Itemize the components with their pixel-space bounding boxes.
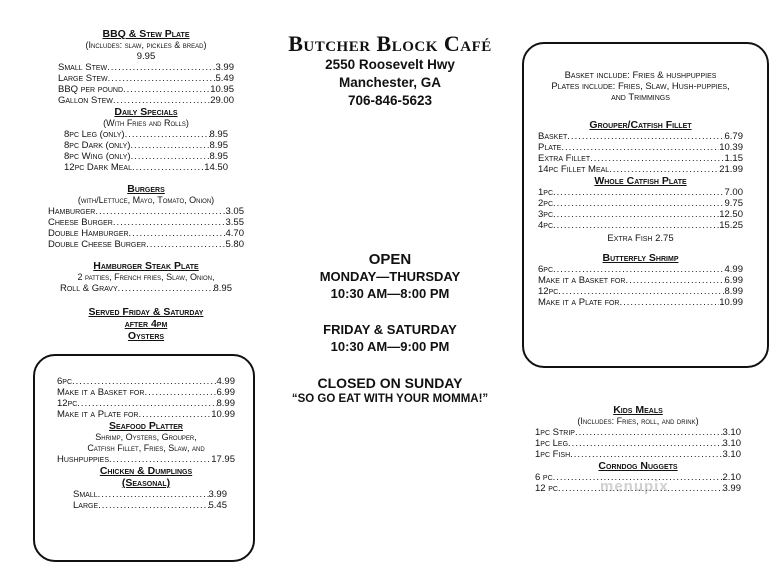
oysters-time: after 4pm [124,318,168,330]
menu-item: 8pc Leg (only) ..... 8.95 [64,129,228,140]
menu-item: 3pc ..... 12.50 [538,209,743,220]
address-city: Manchester, GA [338,75,442,90]
weekday-hours: 10:30 AM—8:00 PM [330,286,450,301]
dumplings-list [57,489,235,511]
burgers-note: (with/Lettuce, Mayo, Tomato, Onion) [77,195,215,205]
weekday-label: MONDAY—THURSDAY [319,269,461,284]
kids-title: Kids Meals [613,404,663,416]
steak-desc: 2 patties, French fries, Slaw, Onion, [77,272,215,282]
trimmings-note: and Trimmings [611,92,670,103]
dumplings-subtitle: (Seasonal) [121,477,171,489]
weekend-hours: 10:30 AM—9:00 PM [330,339,450,354]
menu-item: Cheese Burger ..... 3.55 [48,217,244,228]
platter-desc1: Shrimp, Oysters, Grouper, [95,432,197,442]
specials-list [46,129,246,173]
menu-item: 1pc Strip ..... 3.10 [535,427,741,438]
steak-title: Hamburger Steak Plate [93,260,199,272]
menu-item: Large Stew ..... 5.49 [58,73,234,84]
menu-item: Hamburger ..... 3.05 [48,206,244,217]
oysters-box [33,354,255,562]
oysters-title: Oysters [127,330,165,342]
steak-price-row [46,283,246,294]
center-column [262,32,518,406]
shrimp-title: Butterfly Shrimp [602,252,679,264]
grouper-title: Grouper/Catfish Fillet [589,119,692,131]
platter-title: Seafood Platter [109,420,183,432]
menu-item: 2pc ..... 9.75 [538,198,743,209]
menu-item: Double Hamburger ..... 4.70 [48,228,244,239]
bbq-plate-price: 9.95 [136,51,156,62]
menu-item: Make it a Plate for ..... 10.99 [538,297,743,308]
left-column [46,28,246,342]
bbq-title: BBQ & Stew Plate [102,28,190,40]
closed-notice: CLOSED ON SUNDAY [317,375,463,391]
basket-note: Basket include: Fries & hushpuppies [564,70,717,81]
watermark: menupix [600,478,669,495]
menu-item: Extra Fillet ..... 1.15 [538,153,743,164]
menu-item: Roll & Gravy ..... 8.95 [60,283,232,294]
tagline: “SO GO EAT WITH YOUR MOMMA!” [291,393,489,405]
menu-item: Gallon Stew ..... 29.00 [58,95,234,106]
catfish-title: Whole Catfish Plate [594,175,687,187]
kids-note: (Includes: Fries, roll, and drink) [577,416,699,426]
platter-desc2: Catfish Fillet, Fries, Slaw, and [87,443,205,453]
menu-item: 12pc Dark Meal ..... 14.50 [64,162,228,173]
specials-title: Daily Specials [114,106,178,118]
menu-item: 6pc ..... 4.99 [538,264,743,275]
bbq-note: (Includes: slaw, pickles & bread) [85,40,207,50]
menu-item: 12 pc ..... 3.99 [535,483,741,494]
plate-note: Plates include: Fries, Slaw, Hush-puppies, [551,81,730,92]
bbq-list [46,62,246,106]
dumplings-title: Chicken & Dumplings [99,465,193,477]
menu-item: Small Stew ..... 3.99 [58,62,234,73]
menu-item: Plate ..... 10.39 [538,142,743,153]
open-heading: OPEN [368,251,412,268]
phone-number: 706-846-5623 [347,93,433,108]
menu-item: 6pc ..... 4.99 [57,376,235,387]
burgers-list [46,206,246,250]
menu-item: Make it a Basket for ..... 6.99 [538,275,743,286]
menu-item: 14pc Fillet Meal ..... 21.99 [538,164,743,175]
menu-item: 12pc ..... 8.99 [57,398,235,409]
seafood-box [522,42,769,368]
menu-item: 1pc Leg ..... 3.10 [535,438,741,449]
menu-item: 1pc ..... 7.00 [538,187,743,198]
menu-item: 4pc ..... 15.25 [538,220,743,231]
menu-item: 1pc Fish ..... 3.10 [535,449,741,460]
address-street: 2550 Roosevelt Hwy [325,57,455,72]
menu-item: Make it a Basket for ..... 6.99 [57,387,235,398]
menu-item: Basket ..... 6.79 [538,131,743,142]
menu-item: BBQ per pound ..... 10.95 [58,84,234,95]
burgers-title: Burgers [127,183,165,195]
menu-item: 8pc Dark (only) ..... 8.95 [64,140,228,151]
menu-item: Small ..... 3.99 [73,489,227,500]
menu-item: Large ..... 5.45 [73,500,227,511]
weekend-label: FRIDAY & SATURDAY [323,322,457,337]
menu-item: Make it a Plate for ..... 10.99 [57,409,235,420]
oysters-served: Served Friday & Saturday [88,306,204,318]
menu-item: Hushpuppies ..... 17.95 [57,454,235,465]
extra-fish: Extra Fish 2.75 [607,233,674,244]
menu-item: 6 pc ..... 2.10 [535,472,741,483]
nuggets-title: Corndog Nuggets [598,460,678,472]
specials-note: (With Fries and Rolls) [103,118,189,128]
menu-item: 12pc ..... 8.99 [538,286,743,297]
menu-item: 8pc Wing (only) ..... 8.95 [64,151,228,162]
restaurant-name: Butcher Block Café [288,31,492,56]
menu-item: Double Cheese Burger ..... 5.80 [48,239,244,250]
